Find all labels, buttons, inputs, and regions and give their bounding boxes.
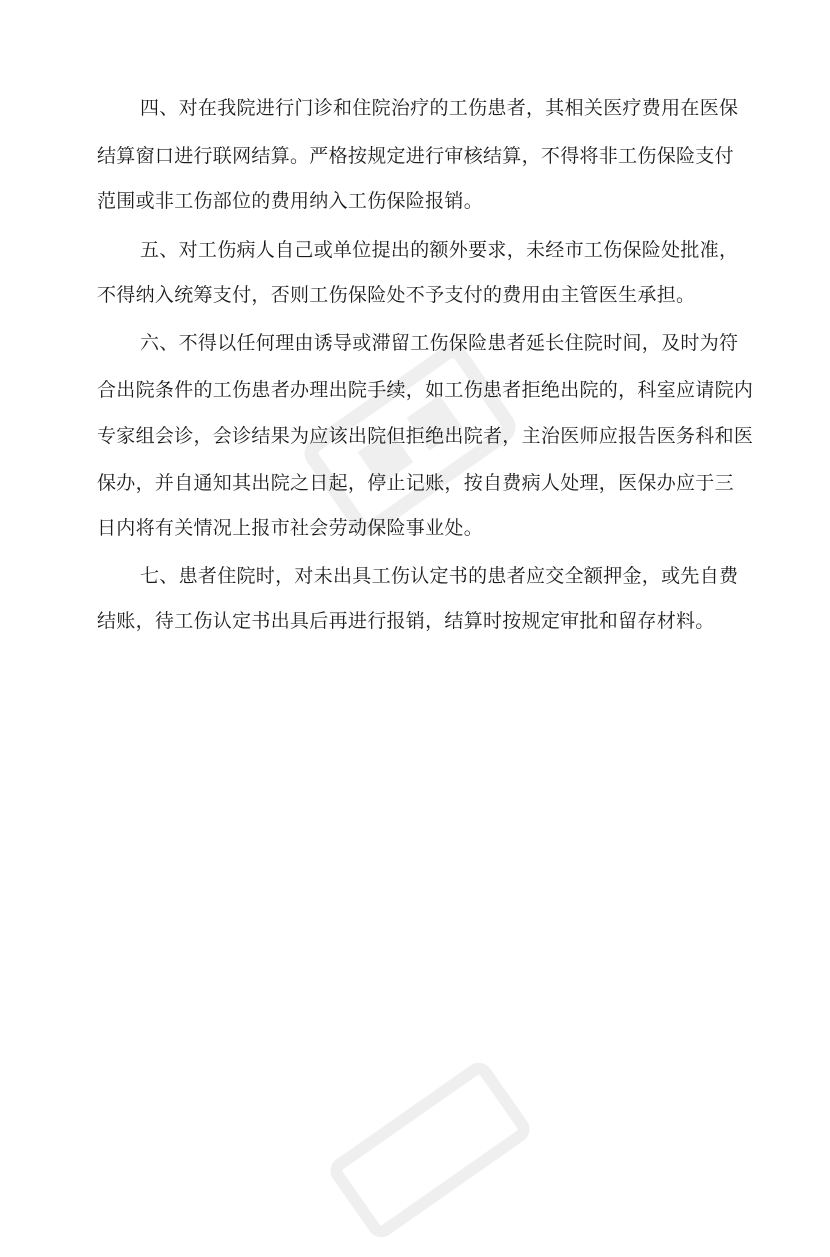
paragraph-4-line-2: 结算窗口进行联网结算。严格按规定进行审核结算，不得将非工伤保险支付 xyxy=(97,145,734,167)
paragraph-5-line-2: 不得纳入统筹支付，否则工伤保险处不予支付的费用由主管医生承担。 xyxy=(97,284,696,306)
paragraph-7-line-1: 七、患者住院时，对未出具工伤认定书的患者应交全额押金，或先自费 xyxy=(140,565,739,587)
paragraph-4-line-3: 范围或非工伤部位的费用纳入工伤保险报销。 xyxy=(97,190,484,212)
paragraph-6-line-1: 六、不得以任何理由诱导或滞留工伤保险患者延长住院时间，及时为符 xyxy=(140,332,739,354)
paragraph-6-line-3: 专家组会诊，会诊结果为应该出院但拒绝出院者，主治医师应报告医务科和医 xyxy=(97,425,754,447)
paragraph-4-line-1: 四、对在我院进行门诊和住院治疗的工伤患者，其相关医疗费用在医保 xyxy=(140,97,739,119)
paragraph-7-line-2: 结账，待工伤认定书出具后再进行报销，结算时按规定审批和留存材料。 xyxy=(97,610,715,632)
paragraph-5-line-1: 五、对工伤病人自己或单位提出的额外要求，未经市工伤保险处批准， xyxy=(140,239,739,261)
watermark-bottom-icon xyxy=(314,1043,547,1256)
paragraph-6-line-4: 保办，并自通知其出院之日起，停止记账，按自费病人处理，医保办应于三 xyxy=(97,472,734,494)
paragraph-6-line-2: 合出院条件的工伤患者办理出院手续，如工伤患者拒绝出院的，科室应请院内 xyxy=(97,379,754,401)
paragraph-6-line-5: 日内将有关情况上报市社会劳动保险事业处。 xyxy=(97,517,484,539)
